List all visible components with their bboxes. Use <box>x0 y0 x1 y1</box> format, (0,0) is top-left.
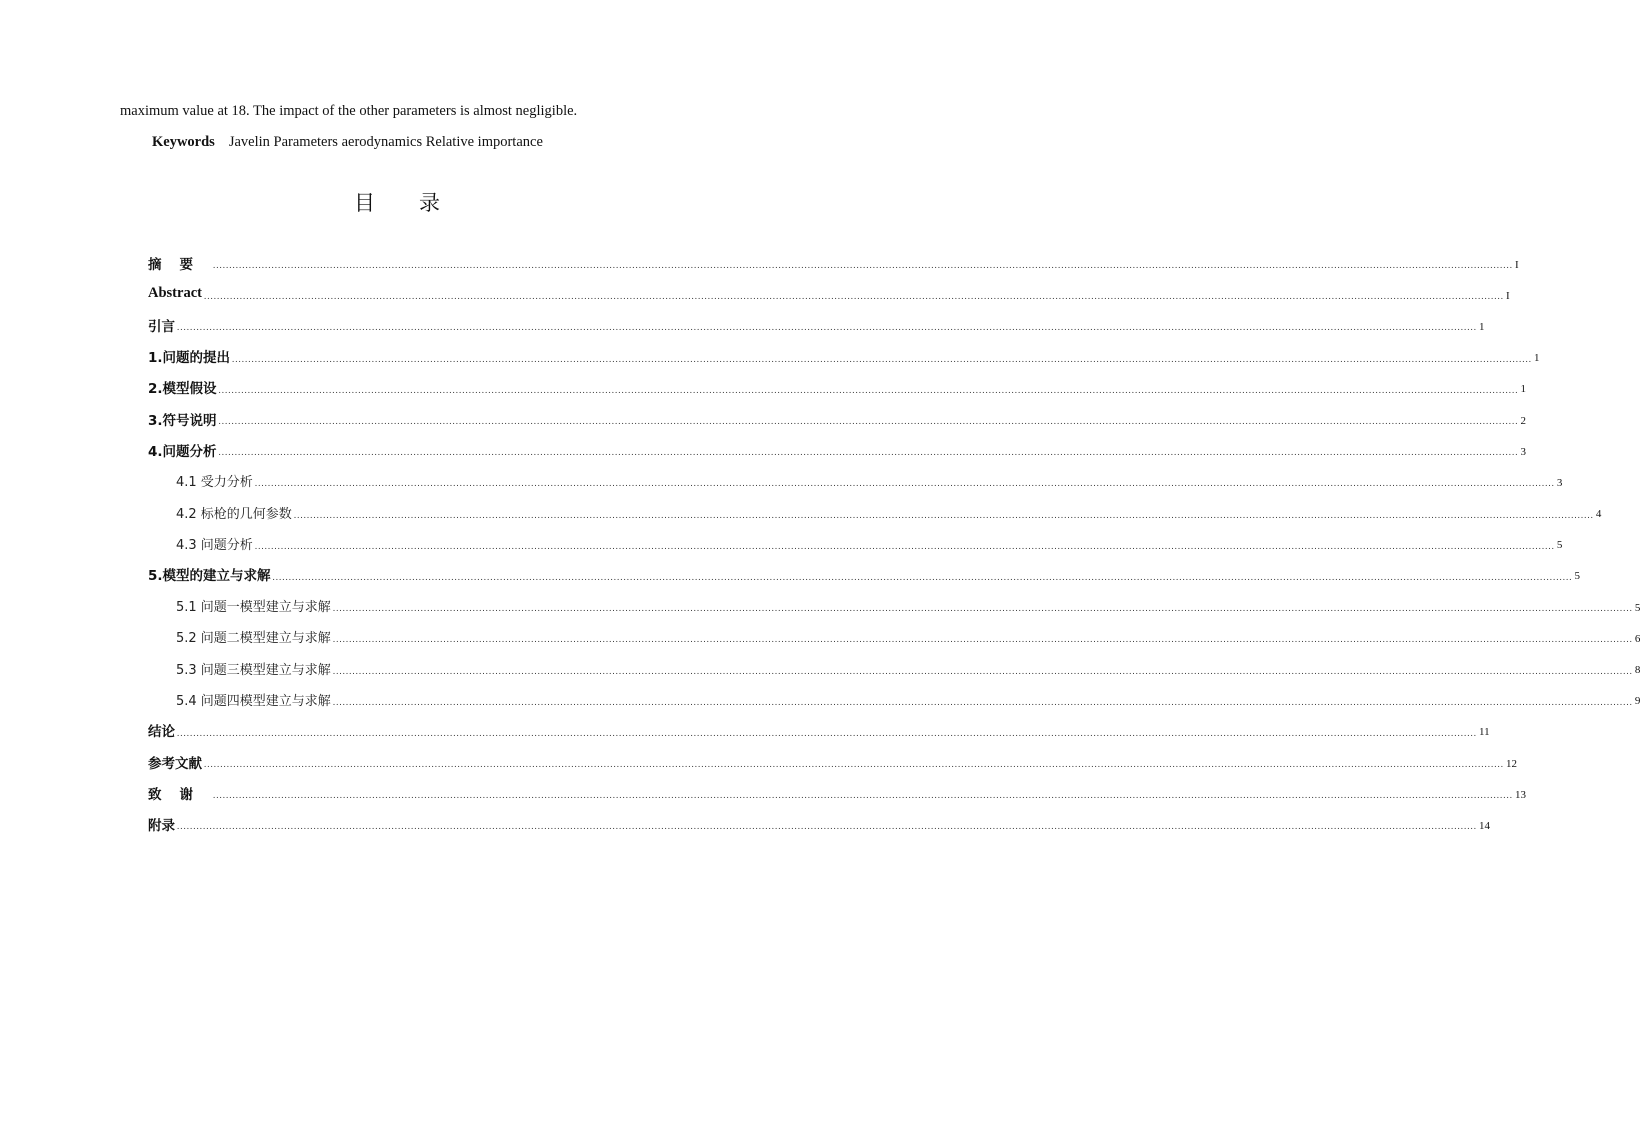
keywords-label: Keywords <box>152 134 215 150</box>
toc-dot-leader: ................................................................................................................................................................................................................................................................................................................................................................................................................ <box>213 260 1513 271</box>
toc-entry[interactable] <box>148 684 1640 715</box>
toc-entry[interactable] <box>148 341 1540 372</box>
toc-entry-label: 5.2 问题二模型建立与求解 <box>176 631 331 647</box>
toc-entry-page: 1 <box>1520 383 1527 396</box>
toc-entry[interactable] <box>148 278 1510 309</box>
toc-entry[interactable] <box>148 808 1490 839</box>
toc-entry-label: 附录 <box>148 817 175 834</box>
toc-entry[interactable] <box>148 247 1519 278</box>
table-of-contents <box>148 247 1640 840</box>
toc-entry-page: 4 <box>1595 508 1602 521</box>
toc-entry-page: 5 <box>1634 601 1640 614</box>
toc-entry-label: 引言 <box>148 318 175 335</box>
toc-dot-leader: ................................................................................................................................................................................................................................................................................................................................................................................................................ <box>218 447 1519 458</box>
toc-entry[interactable] <box>148 715 1490 746</box>
toc-entry[interactable] <box>148 590 1640 621</box>
toc-entry-page: I <box>1505 289 1510 302</box>
toc-dot-leader: ................................................................................................................................................................................................................................................................................................................................................................................................................ <box>204 759 1504 770</box>
toc-entry-page: 12 <box>1506 757 1517 770</box>
toc-dot-leader: ................................................................................................................................................................................................................................................................................................................................................................................................................ <box>218 416 1519 427</box>
toc-entry[interactable] <box>148 434 1527 465</box>
toc-entry-page: 5 <box>1556 539 1563 552</box>
toc-entry[interactable] <box>148 746 1517 777</box>
toc-entry-label: 摘要 <box>148 256 211 273</box>
toc-dot-leader: ................................................................................................................................................................................................................................................................................................................................................................................................................ <box>332 696 1633 707</box>
toc-entry-page: 2 <box>1520 414 1527 427</box>
toc-entry-label: 5.4 问题四模型建立与求解 <box>176 693 331 709</box>
toc-entry-page: 9 <box>1634 695 1640 708</box>
toc-entry-label: 4.3 问题分析 <box>176 537 253 553</box>
keywords-line <box>152 134 543 151</box>
toc-dot-leader: ................................................................................................................................................................................................................................................................................................................................................................................................................ <box>232 353 1533 364</box>
toc-dot-leader: ................................................................................................................................................................................................................................................................................................................................................................................................................ <box>218 384 1519 395</box>
toc-entry-label: 致谢 <box>148 786 211 803</box>
toc-entry-label: 参考文献 <box>148 755 202 772</box>
toc-dot-leader: ................................................................................................................................................................................................................................................................................................................................................................................................................ <box>272 571 1573 582</box>
toc-entry[interactable] <box>148 497 1602 528</box>
keywords-text: Javelin Parameters aerodynamics Relative importance <box>228 134 543 150</box>
toc-entry-label: 3.符号说明 <box>148 412 217 429</box>
toc-entry-page: 3 <box>1556 476 1563 489</box>
abstract-last-line: maximum value at 18. The impact of the other parameters is almost negligible. <box>120 103 578 119</box>
toc-entry[interactable] <box>148 372 1527 403</box>
toc-entry[interactable] <box>148 528 1563 559</box>
toc-dot-leader: ................................................................................................................................................................................................................................................................................................................................................................................................................ <box>332 665 1633 676</box>
toc-dot-leader: ................................................................................................................................................................................................................................................................................................................................................................................................................ <box>332 634 1633 645</box>
toc-entry-label: 4.问题分析 <box>148 443 217 460</box>
toc-entry-page: I <box>1515 258 1519 271</box>
toc-entry-label: 5.3 问题三模型建立与求解 <box>176 662 331 678</box>
toc-entry-page: 5 <box>1574 570 1581 583</box>
toc-entry[interactable] <box>148 652 1640 683</box>
toc-dot-leader: ................................................................................................................................................................................................................................................................................................................................................................................................................ <box>293 509 1594 520</box>
toc-entry-page: 6 <box>1634 632 1640 645</box>
toc-entry-page: 13 <box>1515 788 1526 801</box>
toc-entry-page: 1 <box>1479 320 1485 333</box>
toc-entry[interactable] <box>148 559 1581 590</box>
toc-title: 目录 <box>354 191 484 215</box>
toc-dot-leader: ................................................................................................................................................................................................................................................................................................................................................................................................................ <box>254 540 1555 551</box>
toc-entry-label: 2.模型假设 <box>148 381 217 398</box>
toc-entry[interactable] <box>148 403 1527 434</box>
toc-dot-leader: ................................................................................................................................................................................................................................................................................................................................................................................................................ <box>177 821 1477 832</box>
toc-entry-label: 5.1 问题一模型建立与求解 <box>176 600 331 616</box>
toc-entry-page: 11 <box>1479 726 1490 739</box>
toc-entry-label: 4.2 标枪的几何参数 <box>176 506 292 522</box>
toc-entry-page: 3 <box>1520 445 1527 458</box>
toc-entry-label: Abstract <box>148 285 202 302</box>
toc-dot-leader: ................................................................................................................................................................................................................................................................................................................................................................................................................ <box>177 727 1477 738</box>
toc-entry-page: 8 <box>1634 664 1640 677</box>
toc-entry-label: 4.1 受力分析 <box>176 475 253 491</box>
toc-entry-label: 5.模型的建立与求解 <box>148 568 271 585</box>
toc-dot-leader: ................................................................................................................................................................................................................................................................................................................................................................................................................ <box>254 478 1555 489</box>
toc-entry[interactable] <box>148 309 1485 340</box>
toc-entry[interactable] <box>148 621 1640 652</box>
toc-dot-leader: ................................................................................................................................................................................................................................................................................................................................................................................................................ <box>177 322 1477 333</box>
toc-dot-leader: ................................................................................................................................................................................................................................................................................................................................................................................................................ <box>213 790 1513 801</box>
toc-entry[interactable] <box>148 465 1563 496</box>
toc-dot-leader: ................................................................................................................................................................................................................................................................................................................................................................................................................ <box>332 603 1633 614</box>
toc-entry[interactable] <box>148 777 1526 808</box>
toc-entry-label: 1.问题的提出 <box>148 350 231 367</box>
toc-dot-leader: ................................................................................................................................................................................................................................................................................................................................................................................................................ <box>203 291 1504 302</box>
toc-entry-page: 14 <box>1479 819 1490 832</box>
toc-entry-label: 结论 <box>148 724 175 741</box>
toc-entry-page: 1 <box>1534 352 1540 365</box>
